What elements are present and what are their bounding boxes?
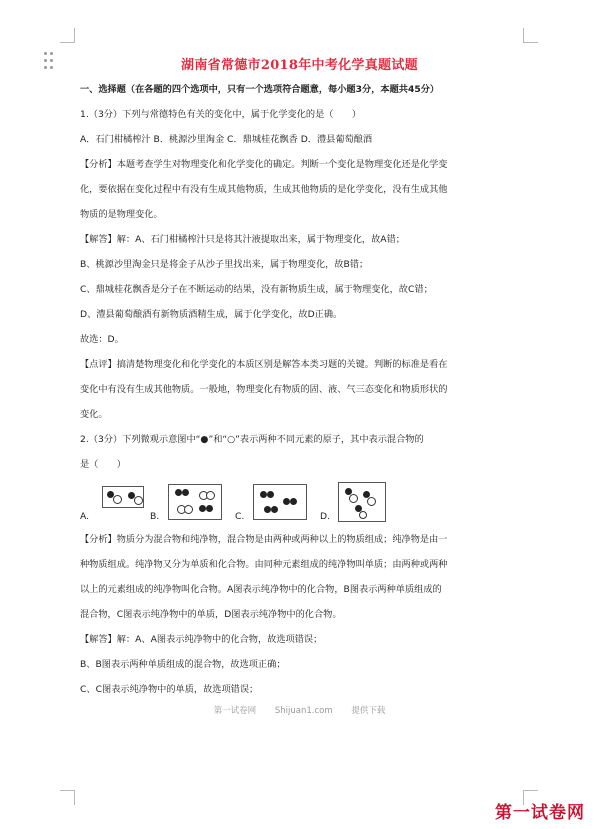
particle-diagram-a <box>102 486 144 508</box>
text-line: 【点评】搞清楚物理变化和化学变化的本质区别是解答本类习题的关键。判断的标准是看在 <box>80 359 448 370</box>
page-footer <box>0 704 599 716</box>
text-line: 变化。 <box>80 409 108 420</box>
text-line: 变化中有没有生成其他物质。一般地，物理变化有物质的固、液、气三态变化和物质形状的 <box>80 384 448 395</box>
option-label: D. <box>320 511 330 522</box>
text-line: D、澧县葡萄酿酒有新物质酒精生成，属于化学变化，故D正确。 <box>80 309 343 320</box>
option-b <box>150 486 235 522</box>
text-line: 混合物，C图表示纯净物中的单质，D图表示纯净物中的化合物。 <box>80 609 342 620</box>
option-label: A. <box>80 511 90 522</box>
text-line: B、B图表示两种单质组成的混合物，故选项正确； <box>80 659 286 670</box>
text-line: C、C图表示纯净物中的单质，故选项错误； <box>80 684 259 695</box>
text-line: 2.（3分）下列微观示意图中“●”和“○”表示两种不同元素的原子，其中表示混合物的 <box>80 434 424 445</box>
option-a <box>80 486 150 522</box>
particle-diagram-d <box>338 482 386 522</box>
text-line: 【解答】解：A、石门柑橘榨汁只是将其汁液提取出来，属于物理变化，故A错； <box>80 234 405 245</box>
footer-download-text: 提供下载 <box>351 706 386 716</box>
document-title: 湖南省常德市2018年中考化学真题试题 <box>181 58 418 73</box>
text-line: B、桃源沙里淘金只是将金子从沙子里找出来，属于物理变化，故B错； <box>80 259 369 270</box>
brand-watermark: 第一试卷网 <box>495 803 585 823</box>
footer-url[interactable]: Shijuan1.com <box>274 706 333 716</box>
text-line: 种物质组成。纯净物又分为单质和化合物。由同种元素组成的纯净物叫单质；由两种或两种 <box>80 559 448 570</box>
text-line: 是（ ） <box>80 459 126 470</box>
text-line: 【分析】物质分为混合物和纯净物，混合物是由两种或两种以上的物质组成；纯净物是由一 <box>80 534 448 545</box>
text-line: 1.（3分）下列与常德特色有关的变化中，属于化学变化的是（ ） <box>80 109 362 120</box>
text-line: 故选：D。 <box>80 334 124 345</box>
question-2-options <box>80 486 510 522</box>
particle-diagram-b <box>168 484 222 520</box>
text-line: 【解答】解：A、A图表示纯净物中的化合物，故选项错误； <box>80 634 323 645</box>
crop-mark-bottom-left <box>60 790 75 805</box>
text-line: 以上的元素组成的纯净物叫化合物。A图表示纯净物中的化合物，B图表示两种单质组成的 <box>80 584 442 595</box>
text-line: C、鼎城桂花飘香是分子在不断运动的结果，没有新物质生成，属于物理变化，故C错； <box>80 284 433 295</box>
option-d <box>320 486 405 522</box>
section-heading: 一、选择题（在各题的四个选项中，只有一个选项符合题意，每小题3分，本题共45分） <box>80 84 440 95</box>
option-label: B. <box>150 511 160 522</box>
text-line: A．石门柑橘榨汁 B．桃源沙里淘金 C．鼎城桂花飘香 D．澧县葡萄酿酒 <box>80 134 373 145</box>
crop-mark-top-left <box>60 28 75 43</box>
crop-mark-top-right <box>523 28 538 43</box>
option-c <box>235 486 320 522</box>
option-label: C. <box>235 511 245 522</box>
text-line: 化，要依据在变化过程中有没有生成其他物质，生成其他物质的是化学变化，没有生成其他 <box>80 184 448 195</box>
text-line: 【分析】本题考查学生对物理变化和化学变化的确定。判断一个变化是物理变化还是化学变 <box>80 159 448 170</box>
footer-site-name: 第一试卷网 <box>213 706 257 716</box>
text-line: 物质的是物理变化。 <box>80 209 163 220</box>
particle-diagram-c <box>253 484 307 520</box>
